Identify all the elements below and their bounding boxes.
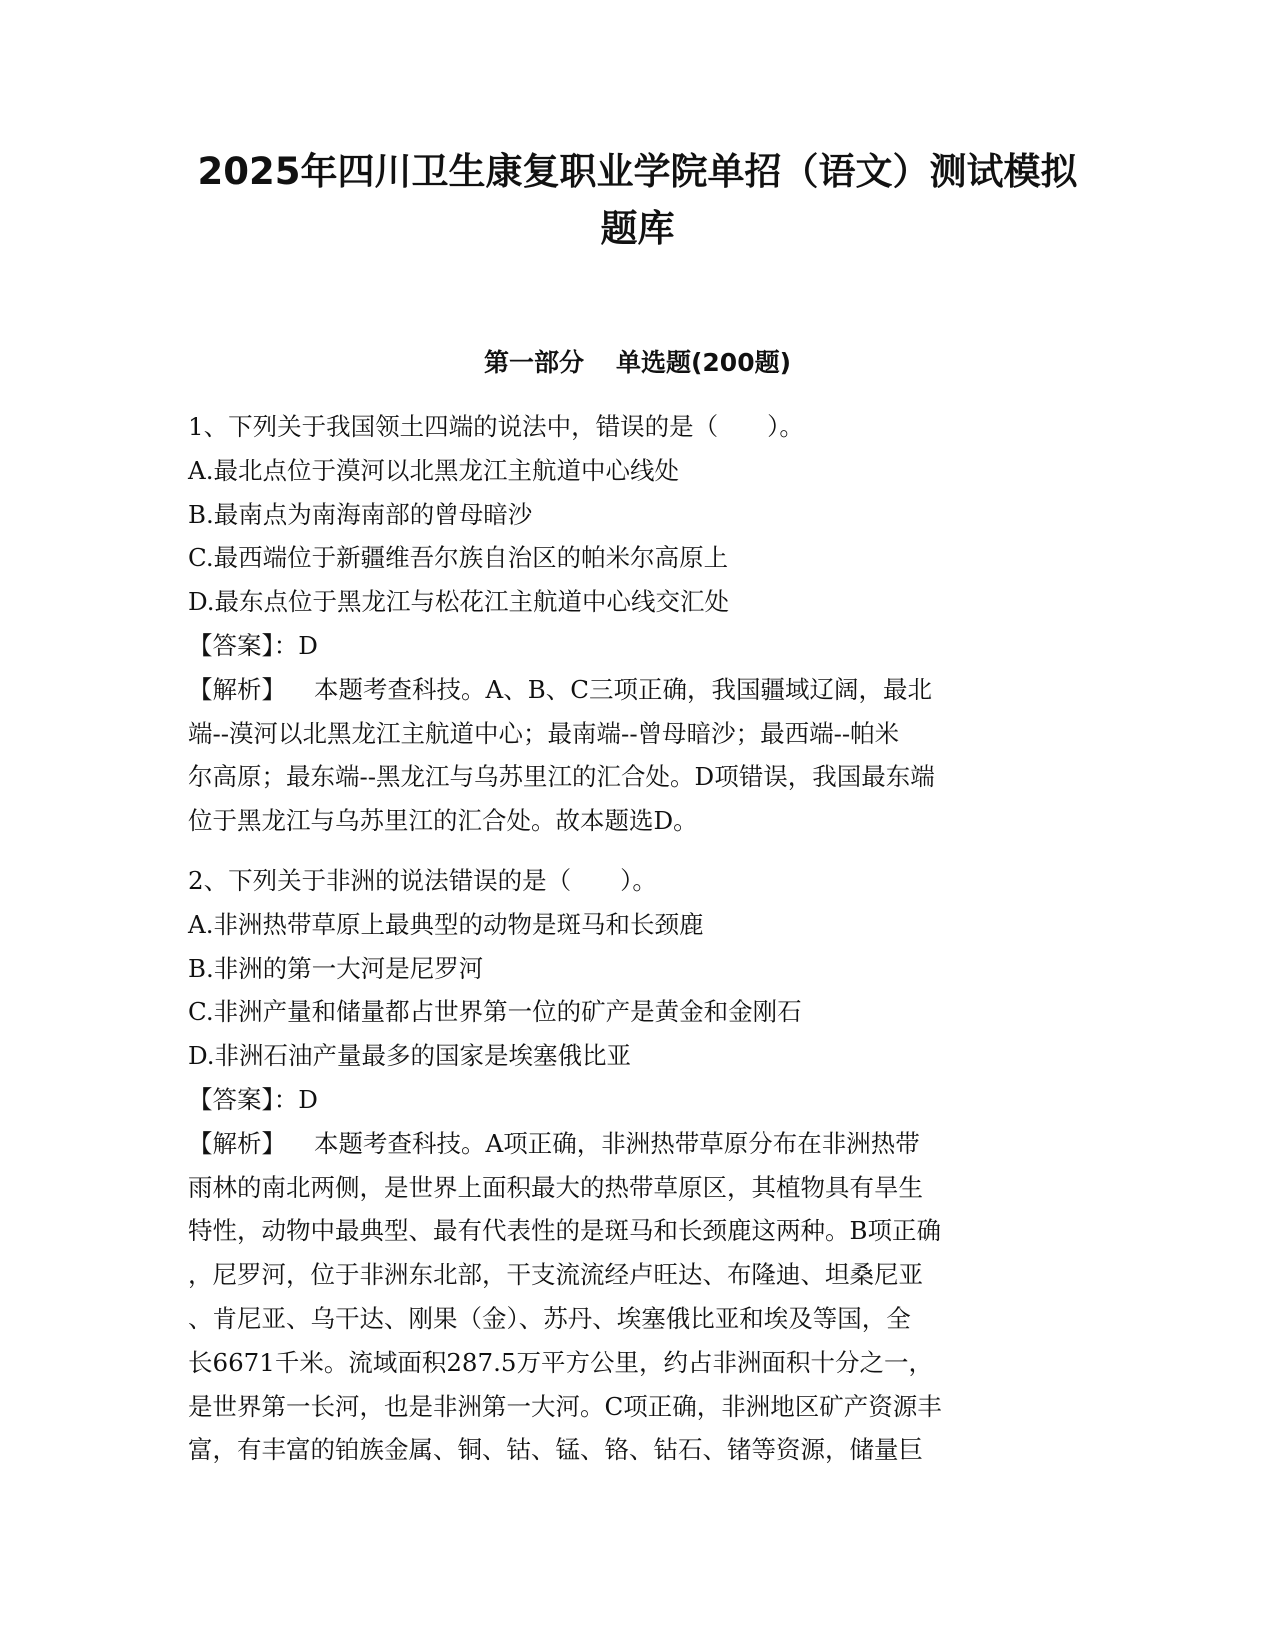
analysis-line-7: 是世界第一长河，也是非洲第一大河。C项正确，非洲地区矿产资源丰: [188, 1391, 942, 1421]
answer-line: [188, 1078, 1088, 1122]
analysis-line-8: 富，有丰富的铂族金属、铜、钴、锰、铬、钻石、锗等资源，储量巨: [188, 1435, 923, 1465]
document-title: [150, 143, 1125, 257]
analysis-line-3: 特性，动物中最典型、最有代表性的是斑马和长颈鹿这两种。B项正确: [188, 1216, 942, 1246]
answer-label: 【答案】：: [188, 1084, 299, 1114]
analysis-line-3: 尔高原；最东端--黑龙江与乌苏里江的汇合处。D项错误，我国最东端: [188, 762, 935, 792]
question-2: [188, 859, 1088, 1472]
question-stem: 2、下列关于非洲的说法错误的是（ ）。: [188, 865, 657, 895]
title-line-1: 2025年四川卫生康复职业学院单招（语文）测试模拟: [197, 150, 1078, 193]
option-b: B.非洲的第一大河是尼罗河: [188, 953, 484, 983]
section-name: 单选题(200题): [615, 348, 792, 377]
analysis-label: 【解析】: [188, 1128, 286, 1158]
analysis-line-1: [188, 1122, 1088, 1166]
answer-line: [188, 624, 1088, 668]
analysis-text: 本题考查科技。A项正确，非洲热带草原分布在非洲热带: [314, 1128, 920, 1158]
analysis-line-5: 、肯尼亚、乌干达、刚果（金）、苏丹、埃塞俄比亚和埃及等国，全: [188, 1303, 911, 1333]
answer-label: 【答案】：: [188, 630, 299, 660]
analysis-line-6: 长6671千米。流域面积287.5万平方公里，约占非洲面积十分之一，: [188, 1347, 933, 1377]
option-b: B.最南点为南海南部的曾母暗沙: [188, 499, 533, 529]
option-c: C.最西端位于新疆维吾尔族自治区的帕米尔高原上: [188, 543, 729, 573]
section-heading: [150, 345, 1125, 381]
analysis-label: 【解析】: [188, 674, 286, 704]
option-d: D.最东点位于黑龙江与松花江主航道中心线交汇处: [188, 587, 730, 617]
option-a: A.非洲热带草原上最典型的动物是斑马和长颈鹿: [188, 909, 704, 939]
analysis-line-4: ，尼罗河，位于非洲东北部，干支流流经卢旺达、布隆迪、坦桑尼亚: [188, 1260, 923, 1290]
section-part: 第一部分: [483, 348, 584, 377]
option-d: D.非洲石油产量最多的国家是埃塞俄比亚: [188, 1041, 632, 1071]
answer-value: D: [298, 630, 318, 660]
analysis-line-4: 位于黑龙江与乌苏里江的汇合处。故本题选D。: [188, 806, 698, 836]
analysis-line-1: [188, 668, 1088, 712]
option-c: C.非洲产量和储量都占世界第一位的矿产是黄金和金刚石: [188, 997, 802, 1027]
option-a: A.最北点位于漠河以北黑龙江主航道中心线处: [188, 455, 679, 485]
answer-value: D: [298, 1084, 318, 1114]
question-1: [188, 405, 1088, 843]
question-list: [188, 405, 1088, 1472]
question-stem: 1、下列关于我国领土四端的说法中，错误的是（ ）。: [188, 412, 804, 441]
analysis-text: 本题考查科技。A、B、C三项正确，我国疆域辽阔，最北: [314, 674, 932, 704]
analysis-line-2: 端--漠河以北黑龙江主航道中心；最南端--曾母暗沙；最西端--帕米: [188, 718, 900, 748]
analysis-line-2: 雨林的南北两侧，是世界上面积最大的热带草原区，其植物具有旱生: [188, 1172, 923, 1202]
title-line-2: 题库: [600, 207, 675, 250]
